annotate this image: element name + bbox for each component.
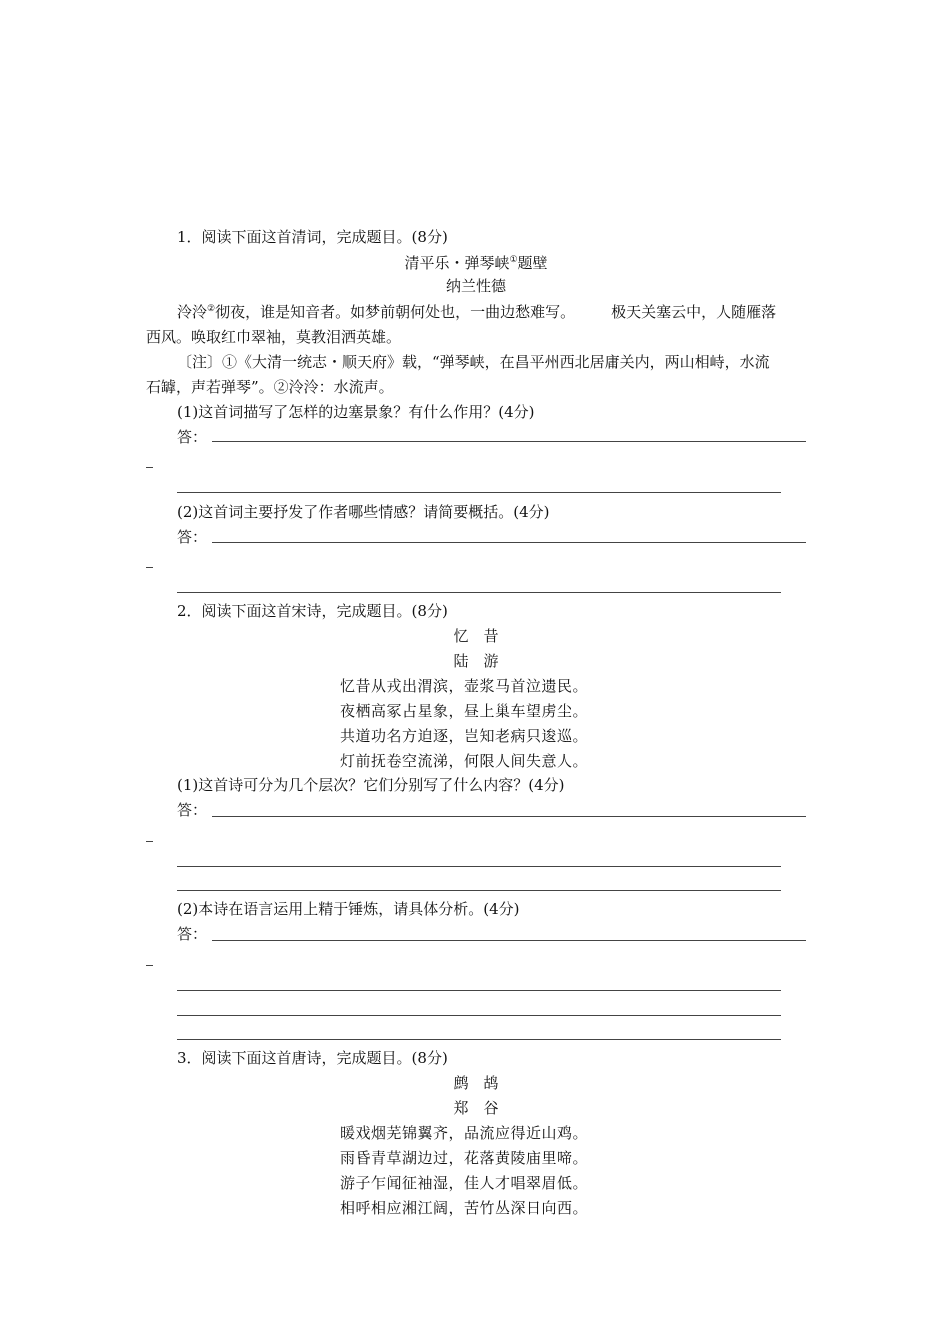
answer-line[interactable] xyxy=(177,1015,781,1016)
poem-line: 灯前抚卷空流涕，何限人间失意人。 xyxy=(340,752,589,770)
footnote-marker: ① xyxy=(509,255,518,265)
question-2-sub-question-2: (2)本诗在语言运用上精于锤炼，请具体分析。(4分) xyxy=(177,900,520,918)
poem-line: 忆昔从戎出渭滨，壶浆马首泣遗民。 xyxy=(340,677,589,695)
poem-line: 雨昏青草湖边过，花落黄陵庙里啼。 xyxy=(340,1149,589,1167)
poem-line: 游子乍闻征袖湿，佳人才唱翠眉低。 xyxy=(340,1174,589,1192)
poem-line: 夜栖高冢占星象，昼上巢车望虏尘。 xyxy=(340,702,589,720)
poem-body-text: 彻夜，谁是知音者。如梦前朝何处也，一曲边愁难写。 xyxy=(215,303,576,321)
poem-line: 暖戏烟芜锦翼齐，品流应得近山鸡。 xyxy=(340,1124,589,1142)
line-continuation-mark xyxy=(146,965,153,966)
question-1-poem-title xyxy=(146,252,806,274)
answer-line[interactable] xyxy=(177,1039,781,1040)
question-3-header: 3．阅读下面这首唐诗，完成题目。(8分) xyxy=(177,1049,448,1067)
question-1-poem-body-line-1 xyxy=(177,301,776,323)
answer-line[interactable] xyxy=(177,866,781,867)
footnote-marker: ② xyxy=(207,304,216,314)
answer-line[interactable] xyxy=(177,890,781,891)
question-2-poem-title: 忆 昔 xyxy=(453,627,499,645)
answer-label: 答： xyxy=(177,925,208,943)
poem-title-text: 清平乐・弹琴峡 xyxy=(404,254,510,272)
poem-line: 相呼相应湘江阔，苦竹丛深日向西。 xyxy=(340,1199,589,1217)
answer-line[interactable] xyxy=(177,990,781,991)
line-continuation-mark xyxy=(146,567,153,568)
question-1-note-line-1: 〔注〕①《大清一统志・顺天府》载，“弹琴峡，在昌平州西北居庸关内，两山相峙，水流 xyxy=(177,353,770,371)
question-1-sub-question-2: (2)这首词主要抒发了作者哪些情感？请简要概括。(4分) xyxy=(177,503,550,521)
answer-line[interactable] xyxy=(212,542,806,543)
question-1-poem-author: 纳兰性德 xyxy=(445,277,506,295)
question-1-note-line-2: 石罅，声若弹琴”。②泠泠：水流声。 xyxy=(146,378,394,396)
question-1-header: 1．阅读下面这首清词，完成题目。(8分) xyxy=(177,228,448,246)
question-2-poem-author: 陆 游 xyxy=(453,652,499,670)
answer-label: 答： xyxy=(177,801,208,819)
answer-label: 答： xyxy=(177,528,208,546)
poem-body-text: 极天关塞云中，人随雁落 xyxy=(611,303,777,321)
answer-line[interactable] xyxy=(177,592,781,593)
answer-line[interactable] xyxy=(212,441,806,442)
question-3-poem-title: 鹧 鸪 xyxy=(453,1074,499,1092)
question-1-sub-question-1: (1)这首词描写了怎样的边塞景象？有什么作用？(4分) xyxy=(177,403,535,421)
question-1-poem-body-line-2: 西风。唤取红巾翠袖，莫教泪洒英雄。 xyxy=(146,328,402,346)
poem-body-text: 泠泠 xyxy=(177,303,208,321)
line-continuation-mark xyxy=(146,841,153,842)
question-2-header: 2．阅读下面这首宋诗，完成题目。(8分) xyxy=(177,602,448,620)
answer-line[interactable] xyxy=(212,816,806,817)
answer-line[interactable] xyxy=(212,940,806,941)
answer-line[interactable] xyxy=(177,492,781,493)
answer-label: 答： xyxy=(177,428,208,446)
line-continuation-mark xyxy=(146,467,153,468)
question-3-poem-author: 郑 谷 xyxy=(453,1099,499,1117)
question-2-sub-question-1: (1)这首诗可分为几个层次？它们分别写了什么内容？(4分) xyxy=(177,776,565,794)
poem-line: 共道功名方迫逐，岂知老病只逡巡。 xyxy=(340,727,589,745)
poem-title-suffix: 题壁 xyxy=(517,254,548,272)
